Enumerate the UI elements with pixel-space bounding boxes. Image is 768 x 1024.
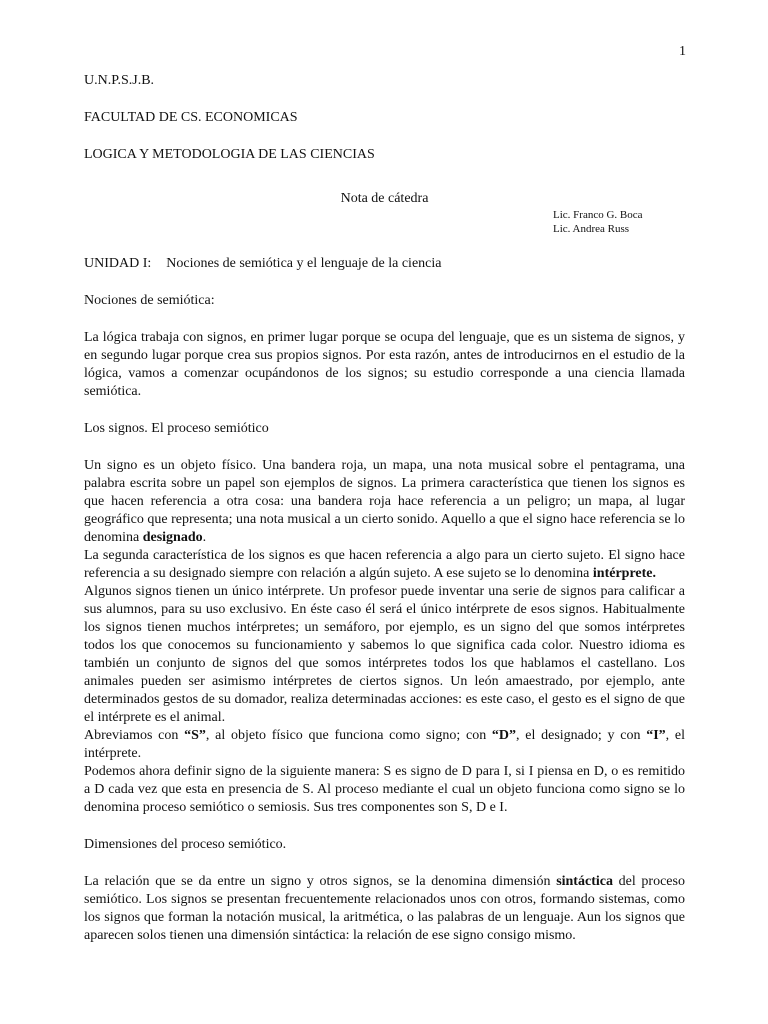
page-number: 1 xyxy=(679,44,686,59)
faculty-name: FACULTAD DE CS. ECONOMICAS xyxy=(84,110,298,125)
paragraph-abbreviations xyxy=(84,727,685,763)
symbol-i: “I” xyxy=(646,728,666,743)
university-name: U.N.P.S.J.B. xyxy=(84,73,155,88)
paragraph-sign-formal-definition: Podemos ahora definir signo de la siguiente manera: S es signo de D para I, si I piensa en D, o es remitido a D cada vez que esta en presencia de S. Al proceso mediante el cual un objeto funciona como signo se lo denomina proceso semiótico o semiosis. Sus tres componentes son S, D e I. xyxy=(84,764,685,815)
author-name: Lic. Andrea Russ xyxy=(553,223,630,235)
author-name: Lic. Franco G. Boca xyxy=(553,209,643,221)
section-title-signs: Los signos. El proceso semiótico xyxy=(84,421,269,436)
paragraph-text: , al objeto físico que funciona como signo; con xyxy=(205,728,492,743)
term-designado: designado xyxy=(142,530,203,545)
paragraph-text: . xyxy=(202,530,207,545)
authors-block xyxy=(553,208,685,236)
paragraph-sign-definition xyxy=(84,457,685,547)
paragraph-interpreter xyxy=(84,547,685,583)
paragraph-syntactic-dimension xyxy=(84,873,685,945)
term-sintactica: sintáctica xyxy=(556,874,613,889)
paragraph-text: La relación que se da entre un signo y otros signos, se la denomina dimensión xyxy=(84,874,557,889)
symbol-s: “S” xyxy=(184,728,206,743)
symbol-d: “D” xyxy=(491,728,517,743)
section-title-dimensions: Dimensiones del proceso semiótico. xyxy=(84,837,287,852)
unit-heading xyxy=(84,255,685,273)
course-name: LOGICA Y METODOLOGIA DE LAS CIENCIAS xyxy=(84,147,375,162)
section-title-semiotics: Nociones de semiótica: xyxy=(84,293,215,308)
paragraph-text: Abreviamos con xyxy=(84,728,185,743)
note-title: Nota de cátedra xyxy=(340,191,429,206)
unit-label: UNIDAD I: xyxy=(84,256,152,271)
paragraph-text: Un signo es un objeto físico. Una bandera roja, un mapa, una nota musical sobre el pentagrama, una palabra escrita sobre un papel son ejemplos de signos. La primera característica que tienen los signos es que hacen referencia a otra cosa: una bandera roja hace referencia a un peligro; un mapa, al lugar geográfico que representa; una nota musical a un cierto sonido. Aquello a que el signo hace referencia se lo denomina xyxy=(84,458,685,545)
document-body xyxy=(84,72,685,945)
paragraph-intro: La lógica trabaja con signos, en primer lugar porque se ocupa del lenguaje, que es un sistema de signos, y en segundo lugar porque crea sus propios signos. Por esta razón, antes de introducirnos en el estudio de la lógica, vamos a comenzar ocupándonos de los signos; su estudio corresponde a una ciencia llamada semiótica. xyxy=(84,330,685,399)
paragraph-text: , el intérprete. xyxy=(84,728,685,761)
paragraph-text: La segunda característica de los signos es que hacen referencia a algo para un cierto sujeto. El signo hace referencia a su designado siempre con relación a algún sujeto. A ese sujeto se lo denomina xyxy=(84,548,685,581)
paragraph-text: , el designado; y con xyxy=(516,728,647,743)
paragraph-text: del proceso semiótico. Los signos se presentan frecuentemente relacionados unos con otros, formando sistemas, como los signos que forman la notación musical, la aritmética, o las palabras de un lenguaje. Aun los signos que aparecen solos tienen una dimensión sintáctica: la relación de ese signo consigo mismo. xyxy=(84,874,685,943)
term-interprete: intérprete. xyxy=(592,566,656,581)
paragraph-interpreters: Algunos signos tienen un único intérprete. Un profesor puede inventar una serie de signos para calificar a sus alumnos, para su uso exclusivo. En éste caso él será el único intérprete de esos signos. Habitualmente los signos tienen muchos intérpretes; un semáforo, por ejemplo, es un signo del que somos intérpretes todos los que conocemos su funcionamiento y sabemos lo que significa cada color. Nuestro idioma es también un conjunto de signos del que somos intérpretes todos los que hablamos el castellano. Los animales pueden ser asimismo intérpretes de ciertos signos. Un león amaestrado, por ejemplo, ante determinados gestos de su domador, realiza determinadas acciones: es este caso, el gesto es el signo de que el intérprete es el animal. xyxy=(84,584,685,725)
unit-title: Nociones de semiótica y el lenguaje de la ciencia xyxy=(166,256,442,271)
